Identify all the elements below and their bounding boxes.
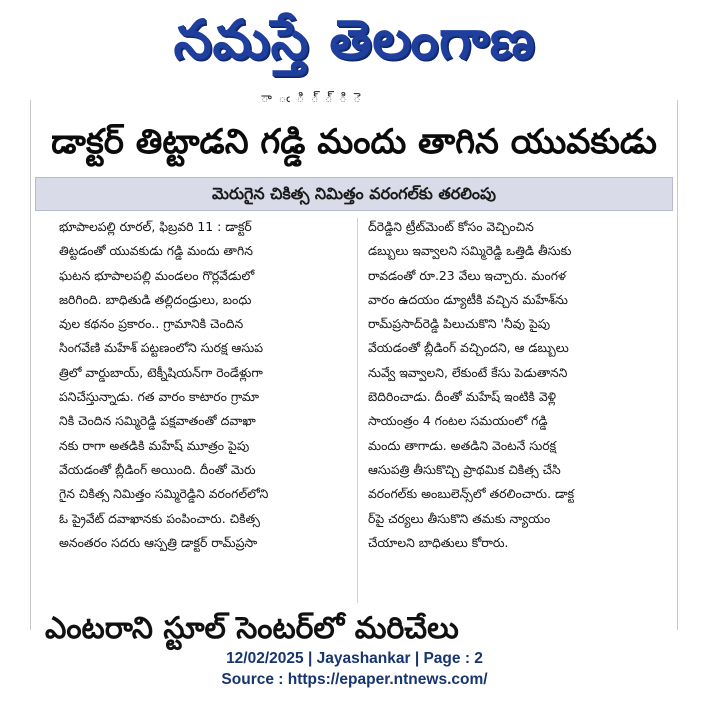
article-column-left xyxy=(59,215,349,605)
article-line: గైన చికిత్స నిమిత్తం సమ్మిరెడ్డిని వరంగల్‌లోని xyxy=(59,486,269,502)
article-line: తిట్టడంతో యువకుడు గడ్డి మందు తాగిన xyxy=(59,243,253,259)
article-column-right xyxy=(368,215,660,605)
column-divider xyxy=(357,218,358,603)
footer-source: Source : https://epaper.ntnews.com/ xyxy=(221,671,488,688)
article-line: పనిచేస్తున్నాడు. గత వారం కాటారం గ్రామా xyxy=(59,389,259,405)
article-line: భూపాలపల్లి రూరల్, ఫిబ్రవరి 11 : డాక్టర్ xyxy=(59,219,252,234)
article-line: ఘటన భూపాలపల్లి మండలం గొర్లవేడులో xyxy=(59,267,255,283)
article-line: త్రిలో వార్డుబాయ్, టెక్నీషియన్‌గా రెండేళ్లుగా xyxy=(59,364,263,380)
article-line: చేయాలని బాధితులు కోరారు. xyxy=(368,534,509,550)
article-line: నికి చెందిన సమ్మిరెడ్డి పక్షవాతంతో దవాఖా xyxy=(59,413,256,429)
article-line: మందు తాగాడు. అతడిని వెంటనే సురక్ష xyxy=(368,437,557,453)
article-line: డబ్బులు ఇవ్వాలని సమ్మిరెడ్డి ఒత్తిడి తీసుకు xyxy=(368,243,572,259)
footer-date-edition: 12/02/2025 | Jayashankar | Page : 2 xyxy=(226,650,483,667)
article-line: రావడంతో రూ.23 వేలు ఇచ్చారు. మంగళ xyxy=(368,267,567,283)
subheadline-band: మెరుగైన చికిత్స నిమిత్తం వరంగల్‌కు తరలింపు xyxy=(35,177,673,211)
article-line: వారం ఉదయం డ్యూటీకి వచ్చిన మహేశ్‌ను xyxy=(368,291,568,307)
article-line: రామ్‌ప్రసాద్‌రెడ్డి పిలుచుకొని 'నీవు పైపు xyxy=(368,316,551,332)
article-line: వరంగల్‌కు అంబులెన్స్‌లో తరలించారు. డాక్ట xyxy=(368,486,575,502)
article-line: నకు రాగా అతడికి మహేష్ మూత్రం పైపు xyxy=(59,437,250,453)
article-line: ఆసుపత్రి తీసుకొచ్చి ప్రాథమిక చికిత్స చేసి xyxy=(368,461,561,477)
article-line: వేయడంతో బ్లీడింగ్ అయింది. దీంతో మెరు xyxy=(59,461,256,477)
article-line: అనంతరం సదరు ఆస్పత్రి డాక్టర్ రామ్‌ప్రసా xyxy=(59,534,258,550)
article-line: ఓ ప్రైవేట్ దవాఖానకు పంపించారు. చికిత్స xyxy=(59,510,260,526)
article-line: సాయంత్రం 4 గంటల సమయంలో గడ్డి xyxy=(368,413,548,429)
article-line: బెదిరించాడు. దీంతో మహేష్ ఇంటికి వెళ్లి xyxy=(368,389,556,405)
masthead xyxy=(0,0,709,92)
cut-off-text-bottom: ఎంటరాని స్టూల్ సెంటర్‌లో మరిచేలు xyxy=(45,611,459,646)
article-line: సింగవేణి మహేశ్ పట్టణంలోని సురక్ష ఆసుప xyxy=(59,340,264,356)
article-line: వుల కథనం ప్రకారం.. గ్రామానికి చెందిన xyxy=(59,316,244,332)
headline: డాక్టర్ తిట్టాడని గడ్డి మందు తాగిన యువకుడు xyxy=(51,122,657,162)
article-line: ద్‌రెడ్డిని ట్రీట్‌మెంట్ కోసం వెచ్చించిన xyxy=(368,219,534,234)
article-line: నువ్వే ఇవ్వాలని, లేకుంటే కేసు పెడుతానని xyxy=(368,364,568,380)
masthead-logo: నమస్తే తెలంగాణ xyxy=(173,7,536,71)
article-clip xyxy=(30,91,678,646)
article-line: జరిగింది. బాధితుడి తల్లిదండ్రులు, బంధు xyxy=(59,291,252,307)
article-line: వేయడంతో బ్లీడింగ్ వచ్చిందని, ఆ డబ్బులు xyxy=(368,340,569,356)
article-line: ర్‌పై చర్యలు తీసుకొని తమకు న్యాయం xyxy=(368,510,551,526)
footer xyxy=(0,648,709,690)
cut-off-text-top: ా ఁ ి ్ ్ ి ె xyxy=(261,91,364,106)
